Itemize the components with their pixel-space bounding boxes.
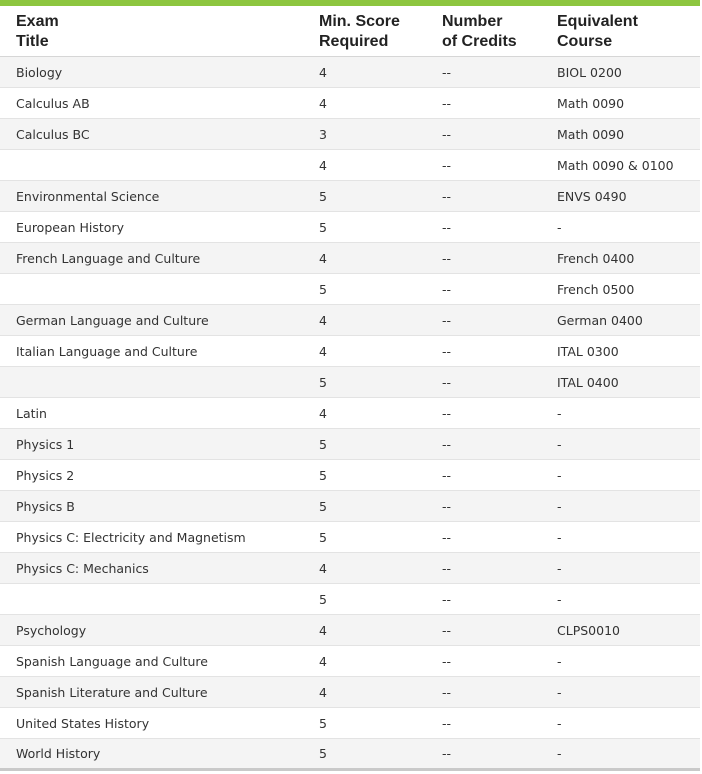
equivalent-course-cell: - [541, 429, 700, 460]
credits-cell: -- [426, 677, 541, 708]
equivalent-course-cell: - [541, 677, 700, 708]
header-equivalent-course: Equivalent Course [541, 6, 700, 57]
table-row [0, 181, 700, 212]
ap-credit-table [0, 6, 700, 771]
min-score-cell: 5 [303, 584, 426, 615]
equivalent-course-cell: - [541, 212, 700, 243]
exam-title-cell: Calculus AB [0, 88, 303, 119]
table-row [0, 491, 700, 522]
equivalent-course-cell: - [541, 553, 700, 584]
table-row [0, 553, 700, 584]
min-score-cell: 3 [303, 119, 426, 150]
exam-title-cell: European History [0, 212, 303, 243]
credits-cell: -- [426, 243, 541, 274]
header-exam-title: Exam Title [0, 6, 303, 57]
min-score-cell: 4 [303, 243, 426, 274]
credits-cell: -- [426, 615, 541, 646]
min-score-cell: 5 [303, 522, 426, 553]
credits-cell: -- [426, 522, 541, 553]
min-score-cell: 5 [303, 460, 426, 491]
table-row [0, 739, 700, 770]
equivalent-course-cell: ENVS 0490 [541, 181, 700, 212]
equivalent-course-cell: - [541, 491, 700, 522]
min-score-cell: 4 [303, 150, 426, 181]
table-row [0, 677, 700, 708]
equivalent-course-cell: - [541, 584, 700, 615]
equivalent-course-cell: CLPS0010 [541, 615, 700, 646]
exam-title-cell: Physics 2 [0, 460, 303, 491]
exam-title-cell [0, 274, 303, 305]
equivalent-course-cell: - [541, 522, 700, 553]
equivalent-course-cell: ITAL 0300 [541, 336, 700, 367]
equivalent-course-cell: - [541, 739, 700, 770]
table-row [0, 274, 700, 305]
table-row [0, 429, 700, 460]
equivalent-course-cell: - [541, 460, 700, 491]
exam-title-cell: Calculus BC [0, 119, 303, 150]
equivalent-course-cell: - [541, 646, 700, 677]
table-row [0, 708, 700, 739]
min-score-cell: 5 [303, 212, 426, 243]
equivalent-course-cell: - [541, 398, 700, 429]
table-row [0, 88, 700, 119]
credits-cell: -- [426, 708, 541, 739]
exam-title-cell: Spanish Literature and Culture [0, 677, 303, 708]
equivalent-course-cell: ITAL 0400 [541, 367, 700, 398]
equivalent-course-cell: Math 0090 [541, 119, 700, 150]
table-body [0, 57, 700, 770]
credits-cell: -- [426, 460, 541, 491]
min-score-cell: 5 [303, 708, 426, 739]
table-row [0, 460, 700, 491]
min-score-cell: 4 [303, 553, 426, 584]
min-score-cell: 4 [303, 305, 426, 336]
table-header [0, 6, 700, 57]
credits-cell: -- [426, 88, 541, 119]
exam-title-cell: Physics C: Electricity and Magnetism [0, 522, 303, 553]
table-row [0, 584, 700, 615]
credits-cell: -- [426, 274, 541, 305]
table-row [0, 522, 700, 553]
credits-cell: -- [426, 739, 541, 770]
table-row [0, 367, 700, 398]
credits-cell: -- [426, 119, 541, 150]
exam-title-cell: United States History [0, 708, 303, 739]
credits-cell: -- [426, 181, 541, 212]
exam-title-cell: French Language and Culture [0, 243, 303, 274]
credits-cell: -- [426, 305, 541, 336]
credits-cell: -- [426, 57, 541, 88]
exam-title-cell: World History [0, 739, 303, 770]
table-row [0, 57, 700, 88]
exam-title-cell [0, 150, 303, 181]
exam-title-cell: Latin [0, 398, 303, 429]
header-min-score: Min. Score Required [303, 6, 426, 57]
equivalent-course-cell: German 0400 [541, 305, 700, 336]
credits-cell: -- [426, 336, 541, 367]
table-row [0, 615, 700, 646]
credits-cell: -- [426, 367, 541, 398]
table-row [0, 305, 700, 336]
table-row [0, 119, 700, 150]
equivalent-course-cell: Math 0090 & 0100 [541, 150, 700, 181]
min-score-cell: 4 [303, 677, 426, 708]
exam-title-cell: Psychology [0, 615, 303, 646]
table-row [0, 150, 700, 181]
exam-title-cell: Physics 1 [0, 429, 303, 460]
equivalent-course-cell: French 0400 [541, 243, 700, 274]
min-score-cell: 5 [303, 491, 426, 522]
table-row [0, 212, 700, 243]
credits-cell: -- [426, 212, 541, 243]
min-score-cell: 4 [303, 336, 426, 367]
credits-cell: -- [426, 646, 541, 677]
exam-title-cell [0, 584, 303, 615]
credits-cell: -- [426, 553, 541, 584]
min-score-cell: 4 [303, 398, 426, 429]
equivalent-course-cell: French 0500 [541, 274, 700, 305]
exam-title-cell: Physics B [0, 491, 303, 522]
min-score-cell: 5 [303, 274, 426, 305]
min-score-cell: 4 [303, 646, 426, 677]
min-score-cell: 4 [303, 57, 426, 88]
min-score-cell: 5 [303, 367, 426, 398]
table-row [0, 336, 700, 367]
credits-cell: -- [426, 584, 541, 615]
header-credits: Number of Credits [426, 6, 541, 57]
min-score-cell: 4 [303, 615, 426, 646]
exam-title-cell: Physics C: Mechanics [0, 553, 303, 584]
table-row [0, 398, 700, 429]
table-row [0, 646, 700, 677]
min-score-cell: 5 [303, 429, 426, 460]
credits-cell: -- [426, 150, 541, 181]
exam-title-cell: Biology [0, 57, 303, 88]
exam-title-cell: Environmental Science [0, 181, 303, 212]
exam-title-cell: Spanish Language and Culture [0, 646, 303, 677]
header-row [0, 6, 700, 57]
equivalent-course-cell: Math 0090 [541, 88, 700, 119]
equivalent-course-cell: - [541, 708, 700, 739]
min-score-cell: 5 [303, 739, 426, 770]
min-score-cell: 4 [303, 88, 426, 119]
credits-cell: -- [426, 491, 541, 522]
credits-cell: -- [426, 398, 541, 429]
min-score-cell: 5 [303, 181, 426, 212]
exam-title-cell [0, 367, 303, 398]
table-row [0, 243, 700, 274]
equivalent-course-cell: BIOL 0200 [541, 57, 700, 88]
credits-cell: -- [426, 429, 541, 460]
exam-title-cell: German Language and Culture [0, 305, 303, 336]
exam-title-cell: Italian Language and Culture [0, 336, 303, 367]
